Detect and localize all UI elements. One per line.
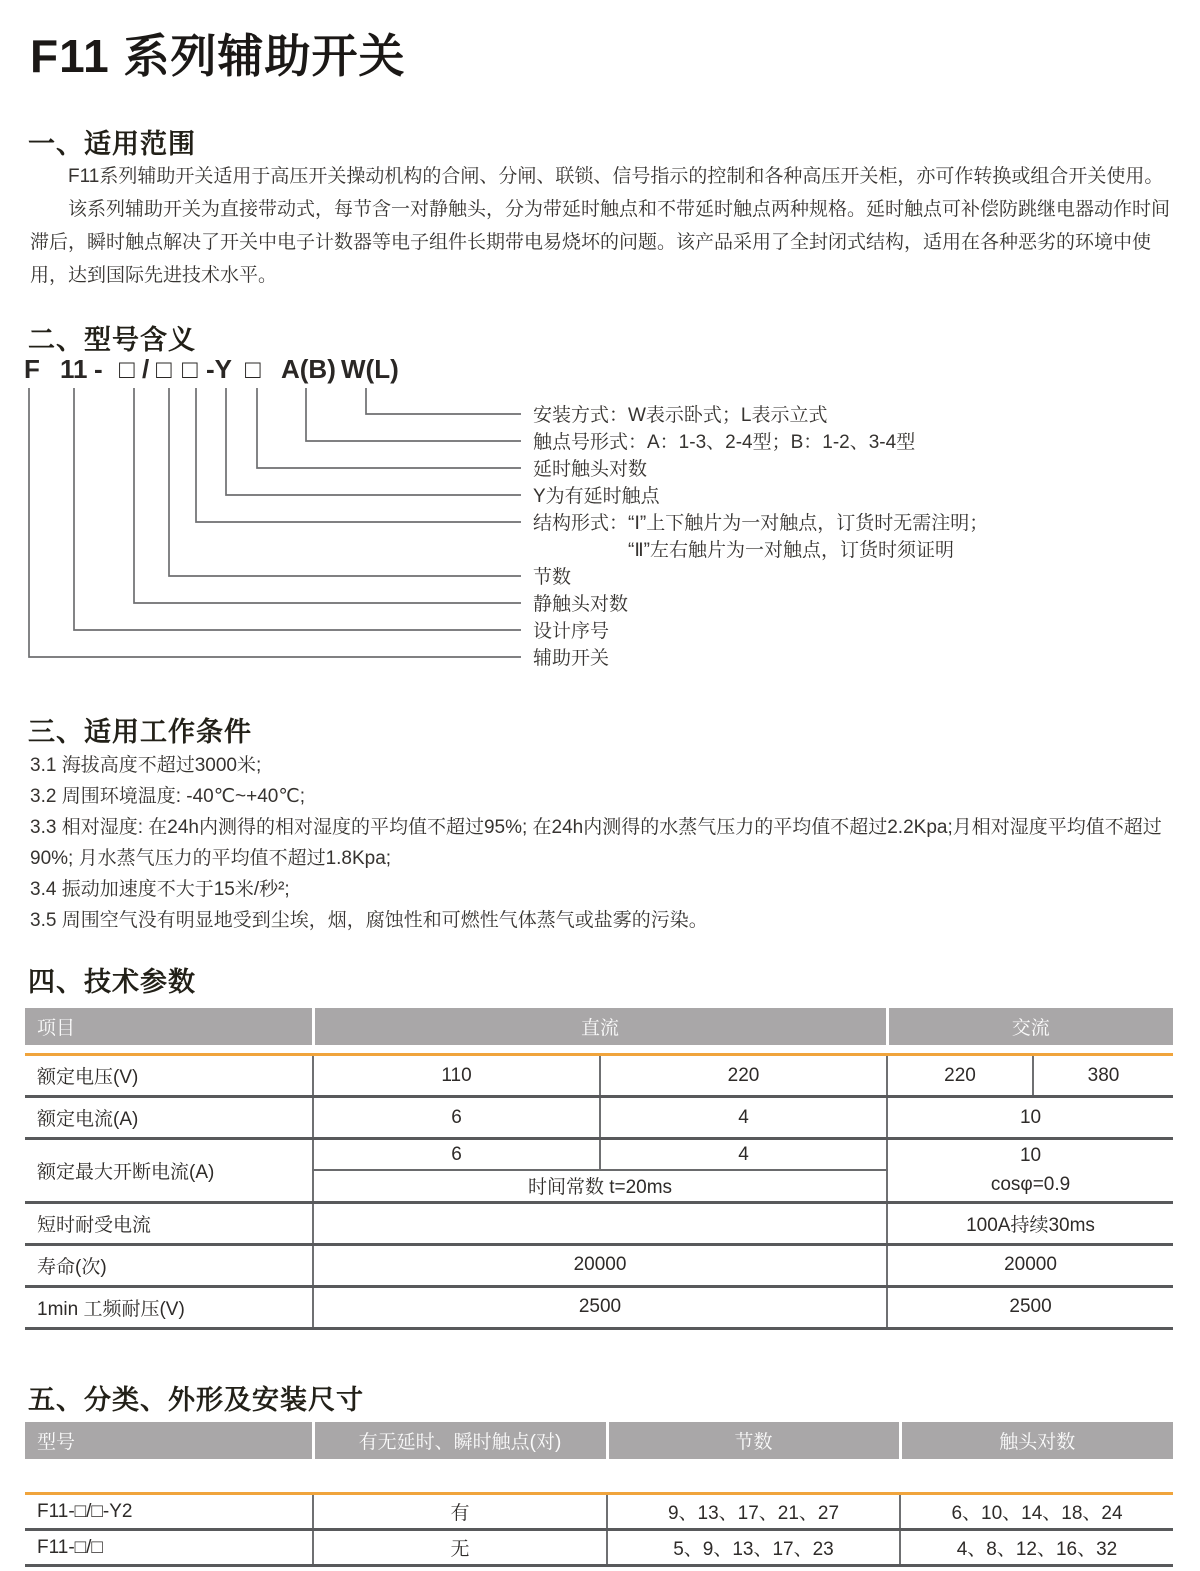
breaking-ac-note: cosφ=0.9 xyxy=(990,1174,1071,1196)
row-life xyxy=(25,1244,1173,1286)
callout-label: 安装方式：W表示卧式；L表示立式 xyxy=(533,405,828,426)
callout-line xyxy=(196,388,521,522)
tech-params-table xyxy=(25,1008,1173,1330)
table-cell: 20000 xyxy=(313,1244,887,1286)
table-cell: 2500 xyxy=(887,1286,1173,1328)
tech-table-header-row xyxy=(25,1008,1173,1045)
table-cell: 6、10、14、18、24 xyxy=(900,1494,1173,1530)
model-code-token: / xyxy=(142,354,150,384)
table-row xyxy=(25,1494,1173,1530)
conditions-body xyxy=(30,750,1170,936)
model-code-token: 11 xyxy=(60,354,88,384)
table-cell: 6 xyxy=(313,1139,600,1171)
section-tech-params-heading: 四、技术参数 xyxy=(28,967,196,997)
row-label: 额定电流(A) xyxy=(25,1097,313,1139)
row-rated-current xyxy=(25,1097,1173,1139)
row-label: 1min 工频耐压(V) xyxy=(25,1286,313,1328)
table-cell: 5、9、13、17、23 xyxy=(607,1530,900,1566)
callout-line xyxy=(257,388,521,468)
callout-line xyxy=(74,388,521,630)
row-label: 短时耐受电流 xyxy=(25,1202,313,1244)
callout-line xyxy=(366,388,521,414)
row-short-withstand xyxy=(25,1202,1173,1244)
breaking-dc-note: 时间常数 t=20ms xyxy=(313,1170,887,1202)
table-cell: 10 xyxy=(887,1097,1173,1139)
model-code-token: □ xyxy=(156,354,172,384)
header-separator-row xyxy=(25,1459,1173,1494)
table-cell: 220 xyxy=(600,1055,887,1097)
table-cell: 110 xyxy=(313,1055,600,1097)
model-code-token: A(B) xyxy=(281,354,336,384)
orange-separator xyxy=(25,1045,1173,1055)
model-code-token: -Y xyxy=(206,354,232,384)
scope-body xyxy=(30,160,1170,292)
condition-item: 3.2 周围环境温度: -40℃~+40℃; xyxy=(30,786,305,807)
condition-item: 3.5 周围空气没有明显地受到尘埃，烟，腐蚀性和可燃性气体蒸气或盐雾的污染。 xyxy=(30,910,708,931)
table-cell: 9、13、17、21、27 xyxy=(607,1494,900,1530)
column-header-ac: 交流 xyxy=(887,1008,1173,1045)
row-label: 寿命(次) xyxy=(25,1244,313,1286)
model-code-token: F xyxy=(24,354,40,384)
column-header-model: 型号 xyxy=(25,1422,313,1459)
callout-line xyxy=(169,388,521,576)
model-cell: F11-□/□ xyxy=(25,1530,313,1566)
model-designation-diagram xyxy=(0,350,1200,672)
callout-label: 辅助开关 xyxy=(533,648,610,669)
callout-label: Y为有延时触点 xyxy=(533,486,660,507)
row-label: 额定电压(V) xyxy=(25,1055,313,1097)
callout-label: “Ⅱ”左右触片为一对触点，订货时须证明 xyxy=(628,540,955,561)
table-cell xyxy=(313,1202,887,1244)
page-title: F11 系列辅助开关 xyxy=(30,30,406,82)
section-scope-heading: 一、适用范围 xyxy=(28,129,196,159)
model-code-token: □ xyxy=(119,354,135,384)
model-code-token: W(L) xyxy=(341,354,399,384)
section-conditions-heading: 三、适用工作条件 xyxy=(28,717,252,747)
column-header-item: 项目 xyxy=(25,1008,313,1045)
condition-item: 3.4 振动加速度不大于15米/秒²; xyxy=(30,879,290,900)
table-cell: 无 xyxy=(313,1530,607,1566)
column-header-dc: 直流 xyxy=(313,1008,887,1045)
callout-label: 延时触头对数 xyxy=(533,459,648,480)
table-cell: 4 xyxy=(600,1097,887,1139)
callout-label: 结构形式：“Ⅰ”上下触片为一对触点，订货时无需注明； xyxy=(533,513,989,534)
orange-separator xyxy=(25,1459,1173,1494)
column-header-delay-contacts: 有无延时、瞬时触点(对) xyxy=(313,1422,607,1459)
callout-label: 静触头对数 xyxy=(533,594,629,615)
table-cell: 有 xyxy=(313,1494,607,1530)
model-cell: F11-□/□-Y2 xyxy=(25,1494,313,1530)
callout-label: 节数 xyxy=(533,567,572,588)
scope-paragraph: F11系列辅助开关适用于高压开关操动机构的合闸、分闸、联锁、信号指示的控制和各种高压开关柜，亦可作转换或组合开关使用。 xyxy=(68,166,1164,187)
condition-item: 3.3 相对湿度: 在24h内测得的相对湿度的平均值不超过95%; 在24h内测得的水蒸气压力的平均值不超过2.2Kpa;月相对湿度平均值不超过90%; 月水蒸气压力的平均值不超过1.8Kpa; xyxy=(30,817,1162,869)
table-cell: 4、8、12、16、32 xyxy=(900,1530,1173,1566)
classification-table xyxy=(25,1422,1173,1567)
column-header-sections: 节数 xyxy=(607,1422,900,1459)
callout-label: 触点号形式：A：1-3、2-4型；B：1-2、3-4型 xyxy=(533,432,916,453)
table-cell: 4 xyxy=(600,1139,887,1171)
model-code-token: - xyxy=(94,354,103,384)
row-rated-voltage xyxy=(25,1055,1173,1097)
section-classification-heading: 五、分类、外形及安装尺寸 xyxy=(28,1385,364,1415)
table-cell: 2500 xyxy=(313,1286,887,1328)
table-cell: 20000 xyxy=(887,1244,1173,1286)
callout-label: 设计序号 xyxy=(533,621,610,642)
breaking-ac-cell xyxy=(887,1139,1173,1203)
column-header-contact-pairs: 触头对数 xyxy=(900,1422,1173,1459)
condition-item: 3.1 海拔高度不超过3000米; xyxy=(30,755,262,776)
table-cell: 100A持续30ms xyxy=(887,1202,1173,1244)
table-cell: 220 xyxy=(887,1055,1033,1097)
class-table-header-row xyxy=(25,1422,1173,1459)
breaking-ac-value: 10 xyxy=(1019,1145,1042,1167)
scope-paragraph: 该系列辅助开关为直接带动式，每节含一对静触头，分为带延时触点和不带延时触点两种规格。延时触点可补偿防跳继电器动作时间滞后，瞬时触点解决了开关中电子计数器等电子组件长期带电易烧坏的问题。该产品采用了全封闭式结构，适用在各种恶劣的环境中使用，达到国际先进技术水平。 xyxy=(30,199,1171,286)
model-code-token: □ xyxy=(245,354,261,384)
table-row xyxy=(25,1530,1173,1566)
table-cell: 380 xyxy=(1033,1055,1173,1097)
row-breaking-current-upper xyxy=(25,1139,1173,1171)
row-power-frequency-withstand xyxy=(25,1286,1173,1328)
header-separator-row xyxy=(25,1045,1173,1055)
section-model-heading: 二、型号含义 xyxy=(28,325,196,355)
table-cell: 6 xyxy=(313,1097,600,1139)
row-label: 额定最大开断电流(A) xyxy=(25,1139,313,1203)
model-code-token: □ xyxy=(182,354,198,384)
